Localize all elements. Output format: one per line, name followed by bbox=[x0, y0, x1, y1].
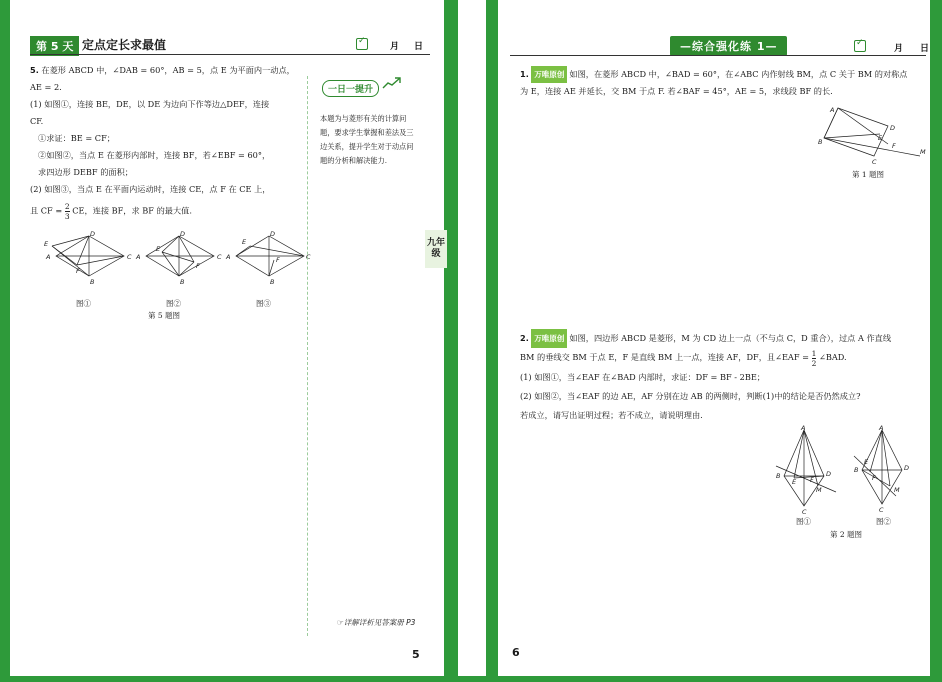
question-line: (2) 如图②，当∠EAF 的边 AE，AF 分别在边 AB 的两侧时，判断(1)中的结论是否仍然成立? bbox=[520, 390, 861, 401]
svg-text:C: C bbox=[127, 253, 132, 261]
fraction-denominator: 3 bbox=[64, 212, 70, 221]
svg-text:E: E bbox=[792, 478, 797, 486]
figure-caption: 第 5 题图 bbox=[148, 311, 181, 320]
page-number: 5 bbox=[412, 648, 420, 661]
svg-text:E: E bbox=[44, 240, 49, 248]
svg-text:F: F bbox=[810, 476, 814, 484]
fraction-numerator: 1 bbox=[811, 348, 817, 358]
answer-reference: ☞详解详析见答案册 P3 bbox=[337, 618, 416, 627]
svg-text:D: D bbox=[890, 124, 896, 132]
q2-figure-caption: 第 2 题图 bbox=[830, 530, 863, 539]
svg-text:A: A bbox=[879, 424, 884, 432]
question-line: CF. bbox=[30, 116, 44, 126]
svg-text:E: E bbox=[878, 134, 883, 142]
svg-text:B: B bbox=[818, 138, 823, 146]
svg-text:F: F bbox=[872, 474, 876, 482]
fig-label-1: 图① bbox=[76, 299, 91, 308]
svg-text:A: A bbox=[46, 253, 51, 261]
question-line: AE = 2. bbox=[30, 82, 62, 92]
question-number: 1. bbox=[520, 69, 529, 79]
question-number: 5. bbox=[30, 65, 39, 75]
q1-figure bbox=[820, 104, 930, 166]
svg-text:E: E bbox=[242, 238, 247, 246]
q2-figure-1 bbox=[776, 430, 836, 506]
question-line: ①求证：BE = CF； bbox=[38, 133, 115, 143]
trend-up-icon bbox=[382, 76, 402, 90]
question-5 bbox=[30, 62, 308, 221]
svg-text:F: F bbox=[276, 256, 280, 264]
svg-text:E: E bbox=[156, 245, 161, 253]
right-page bbox=[498, 14, 930, 674]
svg-text:C: C bbox=[306, 253, 311, 261]
left-page-border-right bbox=[444, 0, 458, 682]
question-line: 求四边形 DEBF 的面积； bbox=[38, 167, 133, 177]
question-number: 2. bbox=[520, 333, 529, 343]
right-page-border-left bbox=[486, 0, 498, 682]
question-1 bbox=[520, 66, 930, 100]
svg-text:F: F bbox=[76, 267, 80, 275]
question-line: CE，连接 BF，求 BF 的最大值. bbox=[72, 205, 192, 216]
question-2 bbox=[520, 329, 932, 425]
svg-text:M: M bbox=[816, 486, 822, 494]
svg-text:C: C bbox=[217, 253, 222, 261]
date-month: 月 bbox=[390, 42, 400, 52]
tip-text: 本题为与菱形有关的计算问题，要求学生掌握和差法及三边关系，提升学生对于动点问题的分析和解决能力. bbox=[320, 114, 414, 165]
left-page-border-left bbox=[0, 0, 10, 682]
fig-label-3: 图③ bbox=[256, 299, 271, 308]
svg-text:B: B bbox=[270, 278, 275, 286]
q5-figure-1 bbox=[52, 236, 124, 276]
svg-text:B: B bbox=[776, 472, 781, 480]
question-line: 如图，在菱形 ABCD 中，∠BAD = 60°，在∠ABC 内作射线 BM，点 C 关于 BM 的对称点 bbox=[569, 69, 908, 79]
grade-tab-left: 九年级 bbox=[425, 230, 447, 268]
question-line: ②如图②，当点 E 在菱形内部时，连接 BF，若∠EBF = 60°， bbox=[38, 150, 271, 160]
tip-column bbox=[307, 76, 427, 636]
svg-text:M: M bbox=[920, 148, 926, 156]
left-page bbox=[12, 14, 444, 674]
svg-text:B: B bbox=[854, 466, 859, 474]
question-line: 在菱形 ABCD 中，∠DAB = 60°，AB = 5，点 E 为平面内一动点， bbox=[41, 65, 295, 75]
question-line: (1) 如图①，连接 BE，DE，以 DE 为边向下作等边△DEF，连接 bbox=[30, 99, 270, 109]
svg-text:A: A bbox=[830, 106, 835, 114]
date-day: 日 bbox=[414, 42, 424, 52]
svg-text:C: C bbox=[802, 508, 807, 516]
calendar-check-icon bbox=[356, 38, 368, 50]
svg-text:D: D bbox=[826, 470, 832, 478]
practice-banner: —综合强化练 1— bbox=[670, 36, 787, 56]
q2-fig-label-1: 图① bbox=[796, 517, 811, 526]
svg-text:B: B bbox=[90, 278, 95, 286]
q1-figure-caption: 第 1 题图 bbox=[852, 170, 885, 179]
question-line: (1) 如图①，当∠EAF 在∠BAD 内部时，求证：DF = BF - 2BE； bbox=[520, 371, 765, 382]
question-line: 为 E，连接 AE 并延长，交 BM 于点 F. 若∠BAF = 45°，AE = 5，求线段 BF 的长. bbox=[520, 86, 833, 96]
day-title: 定点定长求最值 bbox=[82, 38, 167, 52]
q5-figures bbox=[42, 232, 312, 298]
question-line: (2) 如图③，当点 E 在平面内运动时，连接 CE，点 F 在 CE 上， bbox=[30, 184, 271, 194]
svg-text:C: C bbox=[872, 158, 877, 166]
svg-text:D: D bbox=[904, 464, 910, 472]
original-badge: 万唯原创 bbox=[531, 66, 567, 83]
svg-text:D: D bbox=[270, 230, 276, 238]
tip-title: 一日一提升 bbox=[322, 80, 379, 97]
svg-text:A: A bbox=[136, 253, 141, 261]
question-line: 若成立，请写出证明过程；若不成立，请说明理由. bbox=[520, 409, 703, 420]
svg-text:A: A bbox=[801, 424, 806, 432]
q5-figure-2 bbox=[146, 236, 214, 276]
fraction-numerator: 2 bbox=[64, 202, 70, 211]
svg-text:D: D bbox=[90, 230, 96, 238]
page-number: 6 bbox=[512, 646, 520, 659]
svg-text:F: F bbox=[196, 262, 200, 270]
question-line: BM 的垂线交 BM 于点 E，F 是直线 BM 上一点，连接 AF，DF，且∠EAF = bbox=[520, 352, 809, 362]
svg-text:D: D bbox=[180, 230, 186, 238]
date-month: 月 bbox=[894, 44, 904, 54]
svg-text:B: B bbox=[180, 278, 185, 286]
fig-label-2: 图② bbox=[166, 299, 181, 308]
svg-text:C: C bbox=[879, 506, 884, 514]
svg-text:F: F bbox=[892, 142, 896, 150]
calendar-check-icon bbox=[854, 40, 866, 52]
question-line: 如图，四边形 ABCD 是菱形，M 为 CD 边上一点（不与点 C，D 重合），过点 A 作直线 bbox=[569, 333, 892, 343]
fraction-denominator: 2 bbox=[811, 358, 817, 368]
q5-figure-point-labels bbox=[44, 230, 311, 286]
q2-fig-label-2: 图② bbox=[876, 517, 891, 526]
page-bottom-border bbox=[0, 676, 942, 682]
original-badge: 万唯原创 bbox=[531, 329, 567, 348]
header-divider bbox=[30, 54, 430, 55]
day-badge: 第 5 天 bbox=[30, 36, 79, 56]
date-day: 日 bbox=[920, 44, 930, 54]
header-divider bbox=[510, 55, 926, 56]
svg-text:M: M bbox=[894, 486, 900, 494]
q5-figure-3 bbox=[236, 236, 304, 276]
q2-figures bbox=[774, 426, 934, 518]
svg-text:A: A bbox=[226, 253, 231, 261]
svg-text:E: E bbox=[864, 458, 869, 466]
question-line: ∠BAD. bbox=[818, 352, 847, 362]
question-line: 且 CF = bbox=[30, 205, 63, 216]
